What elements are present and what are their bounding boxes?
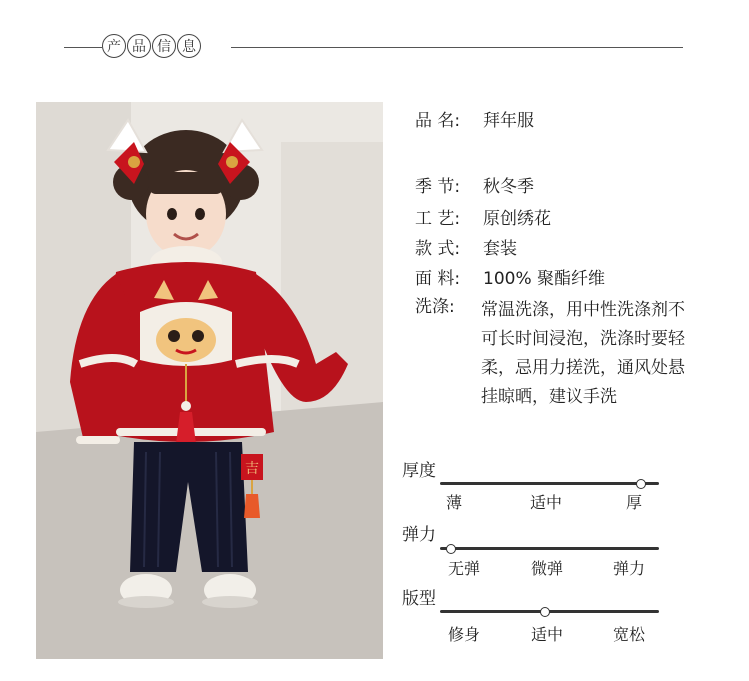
info-row-wash	[415, 296, 730, 416]
child-outfit-illustration	[36, 102, 383, 659]
header-divider-left	[64, 47, 102, 48]
info-value: 秋冬季	[483, 177, 534, 197]
info-value: 原创绣花	[483, 209, 551, 229]
info-row-fabric	[415, 268, 605, 291]
info-row-style	[415, 238, 517, 261]
scale-indicator	[636, 479, 646, 489]
trouser-badge-text: 吉	[245, 461, 259, 477]
scale-title: 版型	[402, 589, 436, 609]
wash-line: 常温洗涤，用中性洗涤剂不	[481, 300, 685, 320]
scale-option: 微弹	[530, 559, 564, 578]
wash-line: 可长时间浸泡，洗涤时要轻	[481, 329, 685, 349]
scale-track	[440, 482, 659, 485]
scale-option: 适中	[529, 493, 563, 512]
wash-line: 挂晾晒，建议手洗	[481, 387, 617, 407]
scale-option: 适中	[530, 625, 564, 644]
scale-title: 厚度	[402, 461, 436, 481]
scale-option: 修身	[447, 625, 481, 644]
info-value: 拜年服	[483, 111, 534, 131]
info-label: 款 式:	[415, 239, 461, 259]
scale-indicator	[446, 544, 456, 554]
scale-option: 厚	[625, 493, 643, 512]
info-value: 套装	[483, 239, 517, 259]
info-value: 100% 聚酯纤维	[483, 269, 606, 289]
scale-indicator	[540, 607, 550, 617]
wash-line: 柔，忌用力搓洗，通风处悬	[481, 358, 685, 378]
wash-instructions	[481, 296, 731, 412]
title-char: 产	[102, 34, 126, 58]
scale-title: 弹力	[402, 525, 436, 545]
info-row-craft	[415, 208, 551, 231]
info-label: 季 节:	[415, 177, 461, 197]
scale-option: 无弹	[447, 559, 481, 578]
header-divider-right	[231, 47, 683, 48]
info-label: 面 料:	[415, 269, 461, 289]
info-row-season	[415, 176, 534, 199]
info-label: 品 名:	[415, 111, 461, 131]
info-label: 洗涤:	[415, 297, 455, 317]
scale-option: 薄	[445, 493, 463, 512]
info-label: 工 艺:	[415, 209, 461, 229]
title-char: 息	[177, 34, 201, 58]
title-char: 品	[127, 34, 151, 58]
info-row-name	[415, 110, 534, 133]
scale-option: 弹力	[612, 559, 646, 578]
section-title	[102, 34, 201, 58]
product-photo	[36, 102, 383, 659]
scale-option: 宽松	[612, 625, 646, 644]
title-char: 信	[152, 34, 176, 58]
scale-track	[440, 547, 659, 550]
